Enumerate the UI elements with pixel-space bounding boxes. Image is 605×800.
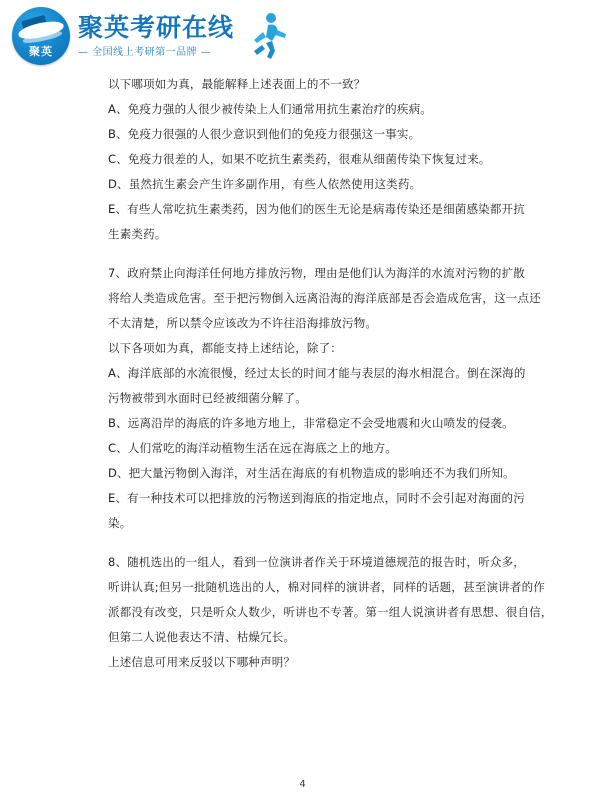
option-e-line1: E、有些人常吃抗生素类药，因为他们的医生无论是病毒传染还是细菌感染都开抗 bbox=[108, 202, 525, 216]
question8-line3: 派都没有改变，只是听众人数少，听讲也不专著。第一组人说演讲者有思想、很自信， bbox=[108, 605, 553, 619]
question8-line2: 听讲认真;但另一批随机选出的人，棉对同样的演讲者，同样的话题，甚至演讲者的作 bbox=[108, 580, 545, 594]
question7-ask: 以下各项如为真，都能支持上述结论，除了： bbox=[108, 341, 342, 355]
option-e-line2: 生素类药。 bbox=[108, 227, 167, 241]
brand-title: 聚英考研在线 bbox=[78, 12, 235, 42]
brand-subtitle: — 全国线上考研第一品牌 — bbox=[78, 46, 212, 58]
paragraph-spacer-2 bbox=[108, 536, 571, 550]
q7-option-a-line2: 污物被带到水面时已经被细菌分解了。 bbox=[108, 391, 307, 405]
option-c: C、免疫力很差的人，如果不吃抗生素类药，很难从细菌传染下恢复过来。 bbox=[108, 152, 491, 166]
q7-option-c: C、人们常吃的海洋动植物生活在远在海底之上的地方。 bbox=[108, 441, 398, 455]
option-d: D、虽然抗生素会产生许多副作用，有些人依然使用这类药。 bbox=[108, 177, 422, 191]
option-b: B、免疫力很强的人很少意识到他们的免疫力很强这一事实。 bbox=[108, 127, 421, 141]
running-person-icon bbox=[248, 10, 288, 62]
question8-line1: 8、随机选出的一组人，看到一位演讲者作关于环境道德规范的报告时，听众多， bbox=[108, 555, 526, 569]
q7-option-a-line1: A、海洋底部的水流很慢，经过太长的时间才能与表层的海水相混合。倒在深海的 bbox=[108, 366, 526, 380]
site-header bbox=[0, 0, 605, 72]
brand-block bbox=[78, 12, 235, 58]
logo-badge-text: 聚英 bbox=[29, 45, 53, 58]
question-stem: 以下哪项如为真，最能解释上述表面上的不一致？ bbox=[108, 77, 366, 91]
question7-line2: 将给人类造成危害。至于把污物倒入远离沿海的海洋底部是否会造成危害，这一点还 bbox=[108, 291, 541, 305]
page-number: 4 bbox=[299, 779, 306, 790]
q7-option-e-line1: E、有一种技术可以把排放的污物送到海底的指定地点，同时不会引起对海面的污 bbox=[108, 491, 525, 505]
paragraph-spacer bbox=[108, 247, 571, 261]
question7-line3: 不太清楚，所以禁令应该改为不许往沿海排放污物。 bbox=[108, 316, 378, 330]
q7-option-b: B、远离沿岸的海底的许多地方地上，非常稳定不会受地震和火山喷发的侵袭。 bbox=[108, 416, 514, 430]
question7-line1: 7、政府禁止向海洋任何地方排放污物，理由是他们认为海洋的水流对污物的扩散 bbox=[108, 266, 526, 280]
document-body bbox=[0, 72, 605, 675]
logo-badge bbox=[12, 7, 70, 65]
option-a: A、免疫力强的人很少被传染上人们通常用抗生素治疗的疾病。 bbox=[108, 102, 432, 116]
q7-option-e-line2: 染。 bbox=[108, 516, 132, 530]
question8-line4: 但第二人说他表达不清、枯燥冗长。 bbox=[108, 630, 296, 644]
q7-option-d: D、把大量污物倒入海洋，对生活在海底的有机物造成的影响还不为我们所知。 bbox=[108, 466, 515, 480]
question8-ask: 上述信息可用来反驳以下哪种声明？ bbox=[108, 655, 296, 669]
